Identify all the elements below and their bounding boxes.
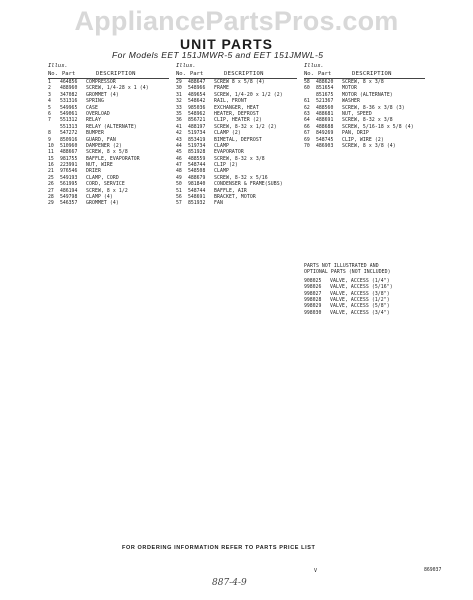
- part-number: 998027: [304, 291, 322, 297]
- part-number: 547272: [60, 131, 78, 137]
- header-illus: Illus.: [48, 63, 68, 69]
- illus-number: 64: [304, 118, 310, 124]
- part-description: CLAMP: [214, 169, 229, 175]
- optional-parts-list: [304, 279, 444, 317]
- illus-number: 29: [48, 201, 54, 207]
- illus-number: 67: [304, 131, 310, 137]
- watermark: AppliancePartsPros.com: [74, 6, 399, 36]
- part-description: CLAMP (4): [86, 195, 113, 201]
- part-description: CLIP, WIRE (2): [342, 137, 384, 143]
- part-number: 976546: [60, 169, 78, 175]
- illus-number: 27: [48, 188, 54, 194]
- part-description: NUT, WIRE: [86, 163, 113, 169]
- illus-number: 58: [304, 80, 310, 85]
- part-description: CASE: [86, 105, 98, 111]
- part-number: 531316: [60, 99, 78, 105]
- part-description: GUARD, FAN: [86, 137, 116, 143]
- part-description: VALVE, ACCESS (1/2"): [330, 297, 390, 303]
- illus-number: 9: [48, 137, 51, 143]
- part-number: 488620: [316, 80, 334, 85]
- part-number: 488647: [188, 80, 206, 85]
- ordering-note: FOR ORDERING INFORMATION REFER TO PARTS PRICE LIST: [122, 545, 316, 551]
- part-description: FRAME: [214, 86, 229, 92]
- part-description: SCREW, 8-36 x 3/8 (3): [342, 105, 405, 111]
- header-description: DESCRIPTION: [224, 71, 264, 77]
- header-rule: [176, 78, 297, 79]
- column-header: [176, 63, 297, 80]
- part-number: 551312: [60, 118, 78, 124]
- part-description: OVERLOAD: [86, 111, 110, 117]
- part-description: GROMMET (4): [86, 92, 119, 98]
- illus-number: 10: [48, 143, 54, 149]
- part-description: RELAY: [86, 118, 101, 124]
- part-description: BAFFLE, AIR: [214, 188, 247, 194]
- part-description: SCREW, 8-32 x 5/16: [214, 175, 268, 181]
- part-number: 519734: [188, 131, 206, 137]
- optional-heading-2: OPTIONAL PARTS (NOT INCLUDED): [304, 270, 391, 276]
- part-number: 510960: [60, 143, 78, 149]
- part-number: 486903: [316, 143, 334, 149]
- column-header: [304, 63, 425, 80]
- part-number: 488197: [188, 124, 206, 130]
- part-description: SCREW 8 x 5/8 (4): [214, 80, 265, 85]
- illus-number: 41: [176, 124, 182, 130]
- part-number: 849269: [316, 131, 334, 137]
- part-number: 548966: [188, 86, 206, 92]
- part-number: 546357: [60, 201, 78, 207]
- header-no: No.: [176, 71, 186, 77]
- part-number: 488960: [60, 86, 78, 92]
- part-description: RAIL, FRONT: [214, 99, 247, 105]
- illus-number: 6: [48, 111, 51, 117]
- illus-number: 46: [176, 156, 182, 162]
- header-part: Part: [318, 71, 332, 77]
- part-description: DRIER: [86, 169, 101, 175]
- part-description: GROMMET (4): [86, 201, 119, 207]
- part-number: 521367: [316, 99, 334, 105]
- part-description: RELAY (ALTERNATE): [86, 124, 137, 130]
- illus-number: 11: [48, 150, 54, 156]
- part-number: 489654: [188, 92, 206, 98]
- part-description: SCREW, 5/16-18 x 5/8 (4): [342, 124, 414, 130]
- part-number: 548508: [188, 169, 206, 175]
- part-number: 548744: [188, 163, 206, 169]
- part-description: SCREW, 8 x 5/8: [86, 150, 128, 156]
- part-number: 908025: [304, 278, 322, 284]
- illus-number: 35: [176, 111, 182, 117]
- header-part: Part: [62, 71, 76, 77]
- part-description: WASHER: [342, 99, 360, 105]
- part-description: MOTOR (ALTERNATE): [342, 92, 393, 98]
- illus-number: 26: [48, 182, 54, 188]
- part-description: CLIP, HEATER (2): [214, 118, 262, 124]
- parts-column-1: [48, 63, 169, 208]
- part-description: FAN: [214, 201, 223, 207]
- part-description: NUT, SPEED: [342, 111, 372, 117]
- part-number: 985036: [188, 105, 206, 111]
- part-number: 851928: [188, 150, 206, 156]
- part-description: COMPRESSOR: [86, 80, 116, 85]
- illus-number: 69: [304, 137, 310, 143]
- part-number: 488560: [316, 105, 334, 111]
- parts-list: [304, 80, 425, 150]
- part-number: 488681: [316, 111, 334, 117]
- illus-number: 5: [48, 105, 51, 111]
- part-number: 347082: [60, 92, 78, 98]
- part-number: 981840: [188, 182, 206, 188]
- illus-number: 31: [176, 92, 182, 98]
- part-description: SCREW, 8-32 x 1/2 (2): [214, 124, 277, 130]
- part-number: 549061: [60, 111, 78, 117]
- part-number: 998028: [304, 297, 322, 303]
- page-subtitle: For Models EET 151JMWR-5 and EET 151JMWL-5: [112, 50, 324, 60]
- part-number: 851932: [188, 201, 206, 207]
- part-number: 519734: [188, 143, 206, 149]
- illus-number: 62: [304, 105, 310, 111]
- part-number: 851654: [316, 86, 334, 92]
- illus-number: 32: [176, 99, 182, 105]
- part-number: 223991: [60, 163, 78, 169]
- list-item: [304, 144, 425, 150]
- part-description: DAMPENER (2): [86, 143, 122, 149]
- part-description: CORD, SERVICE: [86, 182, 125, 188]
- part-description: SCREW, 8 x 3/8 (4): [342, 143, 396, 149]
- illus-number: 70: [304, 143, 310, 149]
- header-illus: Illus.: [304, 63, 324, 69]
- part-number: 488667: [60, 150, 78, 156]
- part-number: 486194: [60, 188, 78, 194]
- part-number: 548962: [188, 111, 206, 117]
- list-item: [304, 311, 444, 317]
- part-description: VALVE, ACCESS (5/16"): [330, 285, 393, 291]
- part-description: BAFFLE, EVAPORATOR: [86, 156, 140, 162]
- part-number: 548691: [188, 195, 206, 201]
- part-description: SPRING: [86, 99, 104, 105]
- part-number: 548745: [316, 137, 334, 143]
- part-number: 998026: [304, 285, 322, 291]
- part-description: VALVE, ACCESS (3/8"): [330, 291, 390, 297]
- part-number: 856721: [188, 118, 206, 124]
- part-description: CLAMP: [214, 143, 229, 149]
- header-no: No.: [48, 71, 58, 77]
- part-number: 851675: [316, 92, 334, 98]
- list-item: [48, 201, 169, 207]
- part-description: CLIP (2): [214, 163, 238, 169]
- part-description: CLAMP (2): [214, 131, 241, 137]
- part-description: SCREW, 1/4-20 x 1/2 (2): [214, 92, 283, 98]
- part-description: SCREW, 8-32 x 3/8: [214, 156, 265, 162]
- illus-number: 49: [176, 175, 182, 181]
- column-header: [48, 63, 169, 80]
- part-number: 549965: [60, 105, 78, 111]
- illus-number: 21: [48, 169, 54, 175]
- part-number: 549798: [60, 195, 78, 201]
- header-part: Part: [190, 71, 204, 77]
- page-title: UNIT PARTS: [180, 36, 273, 52]
- parts-column-2: [176, 63, 297, 208]
- parts-list: [176, 80, 297, 208]
- illus-number: 16: [48, 163, 54, 169]
- part-description: VALVE, ACCESS (1/4"): [330, 278, 390, 284]
- part-number: 549193: [60, 175, 78, 181]
- part-description: CLAMP, CORD: [86, 175, 119, 181]
- illus-number: 29: [176, 80, 182, 85]
- part-number: 488679: [188, 175, 206, 181]
- illus-number: 8: [48, 131, 51, 137]
- header-rule: [304, 78, 425, 79]
- illus-number: 15: [48, 156, 54, 162]
- illus-number: 1: [48, 80, 51, 85]
- illus-number: 4: [48, 99, 51, 105]
- illus-number: 57: [176, 201, 182, 207]
- parts-column-3: [304, 63, 425, 150]
- parts-list: [48, 80, 169, 208]
- part-number: 488559: [188, 156, 206, 162]
- part-description: BUMPER: [86, 131, 104, 137]
- illus-number: 66: [304, 124, 310, 130]
- illus-number: 36: [176, 118, 182, 124]
- part-description: BRACKET, MOTOR: [214, 195, 256, 201]
- optional-parts-section: [304, 264, 444, 317]
- illus-number: 30: [176, 86, 182, 92]
- illus-number: 44: [176, 143, 182, 149]
- illus-number: 63: [304, 111, 310, 117]
- part-number: 548744: [188, 188, 206, 194]
- part-description: BIMETAL, DEFROST: [214, 137, 262, 143]
- part-description: HEATER, DEFROST: [214, 111, 259, 117]
- list-item: [176, 201, 297, 207]
- part-number: 850916: [60, 137, 78, 143]
- illus-number: 56: [176, 195, 182, 201]
- part-number: 998030: [304, 310, 322, 316]
- part-description: EXCHANGER, HEAT: [214, 105, 259, 111]
- illus-number: 2: [48, 86, 51, 92]
- part-number: 551313: [60, 124, 78, 130]
- part-description: SCREW, 1/4-28 x 1 (4): [86, 86, 149, 92]
- part-number: 488691: [316, 118, 334, 124]
- illus-number: 28: [48, 195, 54, 201]
- part-number: 981755: [60, 156, 78, 162]
- part-number: 464856: [60, 80, 78, 85]
- header-rule: [48, 78, 169, 79]
- part-description: SCREW, 8 x 3/8: [342, 80, 384, 85]
- part-number: 998029: [304, 304, 322, 310]
- illus-number: 50: [176, 182, 182, 188]
- part-description: PAN, DRIP: [342, 131, 369, 137]
- part-number: 548642: [188, 99, 206, 105]
- part-description: SCREW, 8 x 1/2: [86, 188, 128, 194]
- part-description: VALVE, ACCESS (5/8"): [330, 304, 390, 310]
- handwritten-note: 887-4-9: [212, 578, 247, 588]
- page-number: V: [314, 568, 318, 574]
- illus-number: 42: [176, 131, 182, 137]
- illus-number: 60: [304, 86, 310, 92]
- illus-number: 3: [48, 92, 51, 98]
- illus-number: 48: [176, 169, 182, 175]
- optional-heading-1: PARTS NOT ILLUSTRATED AND: [304, 264, 379, 269]
- part-number: 488688: [316, 124, 334, 130]
- part-description: SCREW, 8-32 x 3/8: [342, 118, 393, 124]
- illus-number: 47: [176, 163, 182, 169]
- illus-number: 61: [304, 99, 310, 105]
- part-description: MOTOR: [342, 86, 357, 92]
- header-description: DESCRIPTION: [352, 71, 392, 77]
- header-description: DESCRIPTION: [96, 71, 136, 77]
- illus-number: 7: [48, 118, 51, 124]
- header-no: No.: [304, 71, 314, 77]
- document-code: 869037: [424, 568, 442, 573]
- part-description: CONDENSER & FRAME(SUBS): [214, 182, 283, 188]
- illus-number: 33: [176, 105, 182, 111]
- header-illus: Illus.: [176, 63, 196, 69]
- part-number: 853419: [188, 137, 206, 143]
- illus-number: 51: [176, 188, 182, 194]
- part-description: VALVE, ACCESS (3/4"): [330, 310, 390, 316]
- part-number: 561995: [60, 182, 78, 188]
- illus-number: 43: [176, 137, 182, 143]
- part-description: EVAPORATOR: [214, 150, 244, 156]
- illus-number: 25: [48, 175, 54, 181]
- illus-number: 45: [176, 150, 182, 156]
